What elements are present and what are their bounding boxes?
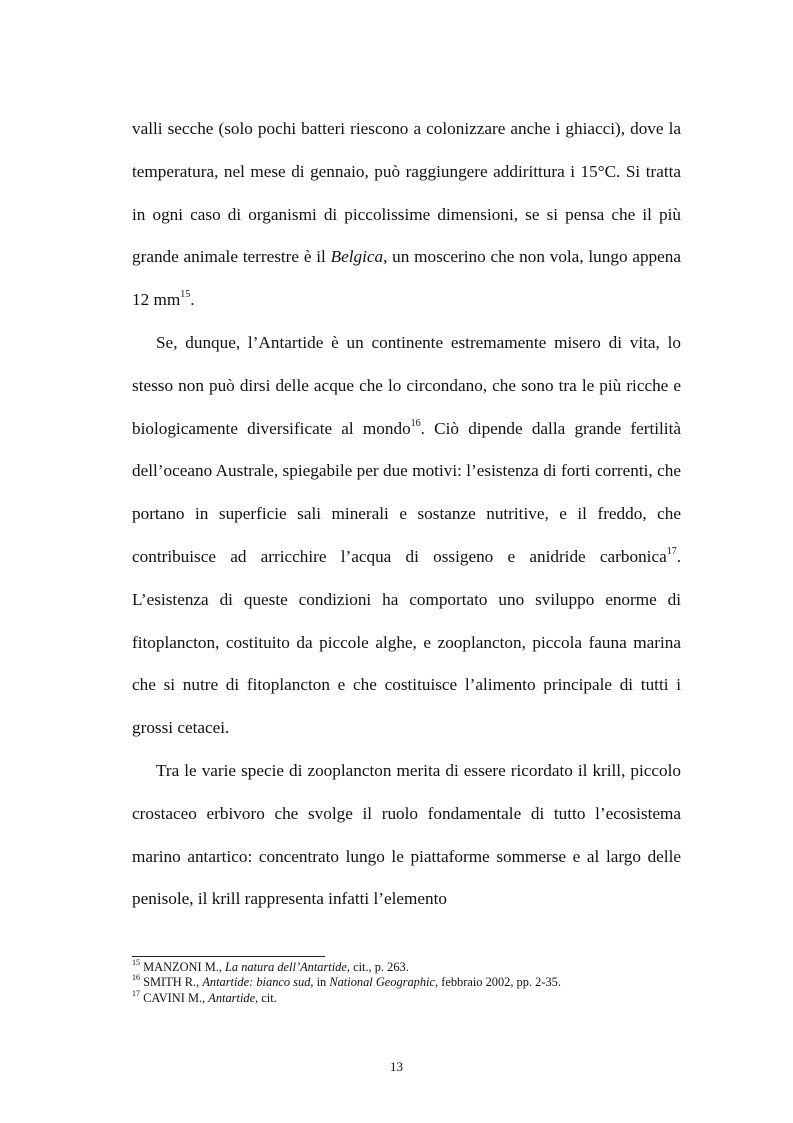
italic-text: Belgica [330, 247, 384, 267]
footnote-separator [132, 956, 325, 957]
text-run: CAVINI M., [143, 990, 209, 1005]
footnote [132, 957, 692, 975]
paragraph [132, 322, 681, 750]
footnote-number: 15 [132, 957, 140, 967]
footnote-reference: 15 [180, 289, 191, 301]
text-run: . Ciò dipende dalla grande fertilità dell’oceano Australe, spiegabile per due motivi: l’esistenza di forti correnti, che portano in superficie sali minerali e sostanze nutritive, e il freddo, che contribuisce ad arricchire l’acqua di ossigeno e anidride carbonica [132, 418, 681, 566]
footnote [132, 988, 692, 1006]
footnote [132, 975, 692, 990]
italic-text: Antartide, [208, 990, 259, 1005]
text-run: in [313, 975, 330, 990]
text-run: . L’esistenza di queste condizioni ha comportato uno sviluppo enorme di fitoplancton, costituito da piccole alghe, e zooplancton, piccola fauna marina che si nutre di fitoplancton e che costituisce l’alimento principale di tutti i grossi cetacei. [132, 546, 681, 738]
text-run: , un moscerino che non vola, lungo appena 12 mm [132, 247, 682, 310]
text-run: cit. [258, 990, 277, 1005]
text-run: SMITH R., [143, 975, 203, 990]
italic-text: La natura dell’Antartide, [225, 960, 350, 974]
text-run: Tra le varie specie di zooplancton merita di essere ricordato il krill, piccolo crostaceo erbivoro che svolge il ruolo fondamentale di tutto l’ecosistema marino antartico: concentrato lungo le piattaforme sommerse e al largo delle penisole, il krill rappresenta infatti l’elemento [132, 760, 681, 909]
footnote-reference: 17 [666, 546, 677, 558]
footnotes [132, 957, 692, 1006]
italic-text: Antartide: bianco sud, [202, 975, 314, 990]
italic-text: National Geographic, [329, 975, 439, 990]
text-run: valli secche (solo pochi batteri riescono a colonizzare anche i ghiacci), dove la temperatura, nel mese di gennaio, può raggiungere addirittura i 15°C. Si tratta in ogni caso di organismi di piccolissime dimensioni, se si pensa che il più grande animale terrestre è il [132, 119, 681, 267]
text-run: cit., p. 263. [349, 960, 409, 974]
text-run: Se, dunque, l’Antartide è un continente estremamente misero di vita, lo stesso non può dirsi delle acque che lo circondano, che sono tra le più ricche e biologicamente diversificate al mondo [132, 332, 681, 438]
text-run: MANZONI M., [143, 960, 226, 974]
text-run: . [190, 290, 195, 310]
paragraph [132, 108, 681, 322]
body-text [132, 108, 681, 921]
paragraph [132, 750, 681, 921]
footnote-number: 16 [132, 973, 140, 983]
page-number: 13 [390, 1059, 403, 1074]
footnote-reference: 16 [410, 417, 421, 429]
footnote-number: 17 [132, 988, 140, 998]
text-run: febbraio 2002, pp. 2-35. [438, 975, 561, 990]
